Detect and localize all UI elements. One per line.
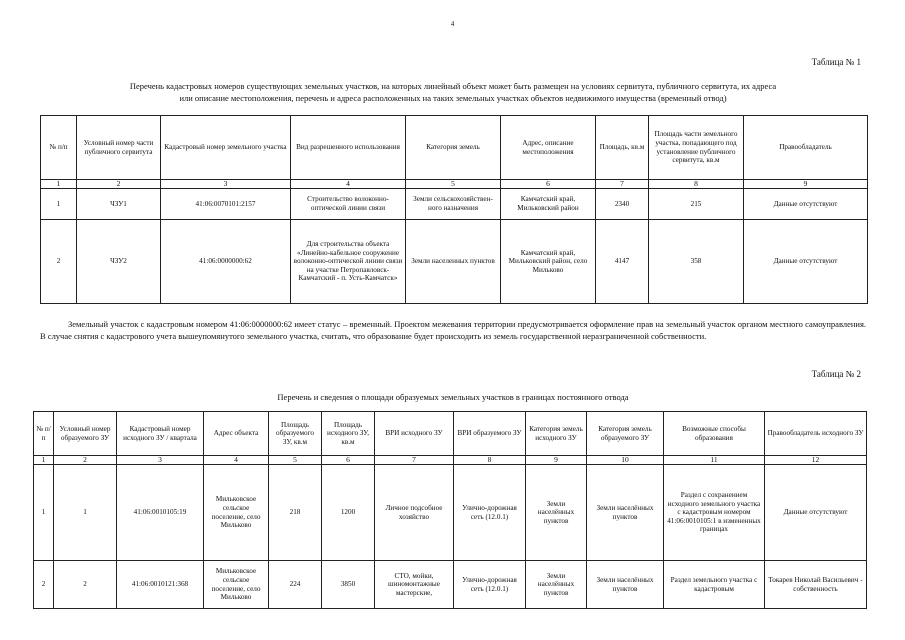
table1-label: Таблица № 1 <box>811 57 861 67</box>
table2-header: Возможные способы образования <box>664 412 765 456</box>
table2-cell: 218 <box>269 465 322 561</box>
table2-cell: Раздел с сохранением исходного земельного участка с кадастровым номером 41:06:0010105:1 в измененных границах <box>664 465 765 561</box>
table2-cell: Мильковское сельское поселение, село Мильково <box>204 465 269 561</box>
table2-header: Площадь образуемого ЗУ, кв.м <box>269 412 322 456</box>
table2-header: Условный номер образуемого ЗУ <box>54 412 117 456</box>
table1-heading <box>40 80 866 104</box>
table1-cell: 1 <box>41 189 77 220</box>
table2-header: № п/п <box>34 412 54 456</box>
table1-col-number: 5 <box>406 180 501 189</box>
table2-cell: Раздел земельного участка с кадастровым <box>664 561 765 609</box>
table2-cell: 2 <box>34 561 54 609</box>
table2-cell: Данные отсутствуют <box>765 465 867 561</box>
table1-header: Площадь части земельного участка, попадающего под установление публичного сервитута, кв.м <box>649 116 744 180</box>
table2-col-number: 3 <box>117 456 204 465</box>
table1 <box>40 115 868 304</box>
table1-header: Правообладатель <box>744 116 868 180</box>
table2-number-row <box>34 456 867 465</box>
table2-header: Адрес объекта <box>204 412 269 456</box>
table2-cell: Земли населённых пунктов <box>587 465 664 561</box>
table-row <box>34 465 867 561</box>
table1-cell: 41:06:0000000:62 <box>161 220 291 304</box>
table1-header: Условный номер части публичного сервитута <box>77 116 161 180</box>
table2-header: Категория земель исходного ЗУ <box>526 412 587 456</box>
table2-cell: Земли населённых пунктов <box>587 561 664 609</box>
table1-col-number: 2 <box>77 180 161 189</box>
table2-cell: 224 <box>269 561 322 609</box>
table2-cell: Мильковское сельское поселение, село Мильково <box>204 561 269 609</box>
table1-col-number: 1 <box>41 180 77 189</box>
table1-cell: 215 <box>649 189 744 220</box>
table2 <box>33 411 867 609</box>
table1-header: № п/п <box>41 116 77 180</box>
table2-col-number: 6 <box>322 456 375 465</box>
table1-cell: Земли населенных пунктов <box>406 220 501 304</box>
table1-col-number: 7 <box>596 180 649 189</box>
table1-number-row <box>41 180 868 189</box>
table2-label: Таблица № 2 <box>811 369 861 379</box>
table2-cell: 1200 <box>322 465 375 561</box>
table1-heading-line1: Перечень кадастровых номеров существующих земельных участков, на которых линейный объект может быть размещен на условиях сервитута, публичного сервитута, их адреса <box>129 81 777 91</box>
table1-cell: Для строительства объекта «Линейно-кабельное сооружение волоконно-оптической линии связи на участке Петропавловск-Камчатский - п. Усть-Камчатск» <box>291 220 406 304</box>
table1-col-number: 4 <box>291 180 406 189</box>
table-row <box>34 561 867 609</box>
table2-header-row <box>34 412 867 456</box>
table1-header: Категория земель <box>406 116 501 180</box>
table2-header: Кадастровый номер исходного ЗУ / квартала <box>117 412 204 456</box>
table1-heading-line2: или описание местоположения, перечень и адреса расположенных на таких земельных участках объектов недвижимого имущества (временный отвод) <box>179 93 727 103</box>
table1-col-number: 3 <box>161 180 291 189</box>
table2-col-number: 11 <box>664 456 765 465</box>
table2-cell: 1 <box>54 465 117 561</box>
table1-cell: Строительство волоконно-оптической линии связи <box>291 189 406 220</box>
table2-cell: Улично-дорожная сеть (12.0.1) <box>454 561 526 609</box>
table1-col-number: 8 <box>649 180 744 189</box>
table2-col-number: 9 <box>526 456 587 465</box>
table1-cell: Камчатский край, Мильковский район, село Мильково <box>501 220 596 304</box>
table1-header: Вид разрешенного использования <box>291 116 406 180</box>
table2-col-number: 8 <box>454 456 526 465</box>
table2-header: ВРИ образуемого ЗУ <box>454 412 526 456</box>
table1-cell: 4147 <box>596 220 649 304</box>
table2-col-number: 1 <box>34 456 54 465</box>
table2-cell: Улично-дорожная сеть (12.0.1) <box>454 465 526 561</box>
table2-cell: Земли населённых пунктов <box>526 465 587 561</box>
table2-header: ВРИ исходного ЗУ <box>375 412 454 456</box>
table2-header: Площадь исходного ЗУ, кв.м <box>322 412 375 456</box>
table2-heading: Перечень и сведения о площади образуемых земельных участков в границах постоянного отвода <box>277 392 629 402</box>
table1-header: Площадь, кв.м <box>596 116 649 180</box>
table1-cell: Камчатский край, Мильковский район <box>501 189 596 220</box>
table1-col-number: 6 <box>501 180 596 189</box>
table-row <box>41 220 868 304</box>
table1-cell: 2340 <box>596 189 649 220</box>
table2-col-number: 5 <box>269 456 322 465</box>
table2-col-number: 10 <box>587 456 664 465</box>
table2-col-number: 7 <box>375 456 454 465</box>
table2-cell: 41:06:0010121:368 <box>117 561 204 609</box>
table2-cell: 3850 <box>322 561 375 609</box>
table1-header-row <box>41 116 868 180</box>
table1-header: Кадастровый номер земельного участка <box>161 116 291 180</box>
table1-cell: ЧЗУ1 <box>77 189 161 220</box>
table1-cell: ЧЗУ2 <box>77 220 161 304</box>
table2-col-number: 12 <box>765 456 867 465</box>
table1-cell: 2 <box>41 220 77 304</box>
table1-header: Адрес, описание местоположения <box>501 116 596 180</box>
table2-cell: 2 <box>54 561 117 609</box>
page-number: 4 <box>450 20 455 28</box>
table2-cell: 41:06:0010105:19 <box>117 465 204 561</box>
table2-cell: Земли населённых пунктов <box>526 561 587 609</box>
table2-header: Правообладатель исходного ЗУ <box>765 412 867 456</box>
table2-cell: Токарев Николай Васильевич - собственность <box>765 561 867 609</box>
status-paragraph: Земельный участок с кадастровым номером 41:06:0000000:62 имеет статус – временный. Проектом межевания территории предусмотривается оформление прав на земельный участок органом местного самоуправления. В случае снятия с кадастрового учета вышеупомянутого земельного участка, считать, что образование будет происходить из земель государственной неразграниченной собственности. <box>40 319 866 341</box>
table1-cell: Земли сельскохозяйствен-ного назначения <box>406 189 501 220</box>
table1-col-number: 9 <box>744 180 868 189</box>
table1-cell: 41:06:0070101:2157 <box>161 189 291 220</box>
table1-cell: Данные отсутствуют <box>744 220 868 304</box>
table2-col-number: 2 <box>54 456 117 465</box>
table2-cell: СТО, мойки, шиномонтажные мастерские, <box>375 561 454 609</box>
table2-cell: 1 <box>34 465 54 561</box>
table2-cell: Личное подсобное хозяйство <box>375 465 454 561</box>
table-row <box>41 189 868 220</box>
table2-header: Категория земель образуемого ЗУ <box>587 412 664 456</box>
table1-cell: 358 <box>649 220 744 304</box>
table2-col-number: 4 <box>204 456 269 465</box>
table1-cell: Данные отсутствуют <box>744 189 868 220</box>
table2-viewport <box>0 411 905 602</box>
